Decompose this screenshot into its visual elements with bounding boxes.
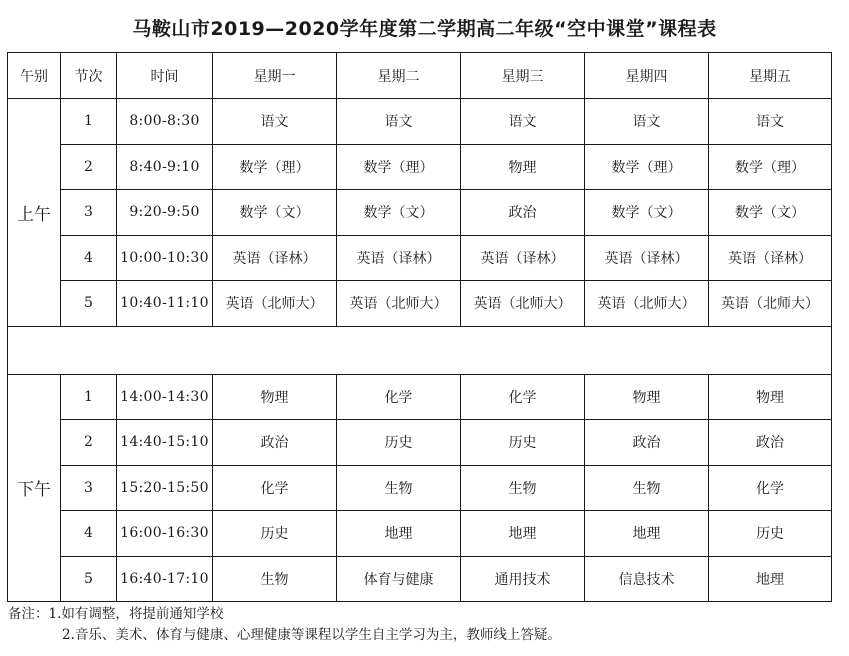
class-cell: 数学（理）: [585, 144, 709, 190]
class-cell: 英语（译林）: [585, 235, 709, 281]
class-cell: 语文: [337, 99, 461, 145]
class-cell: 政治: [585, 420, 709, 466]
lesson-number: 2: [61, 420, 117, 466]
class-cell: 数学（理）: [337, 144, 461, 190]
lesson-number: 4: [61, 511, 117, 557]
class-cell: 数学（理）: [709, 144, 832, 190]
lesson-number: 1: [61, 374, 117, 420]
lunch-break-cell: [8, 326, 832, 374]
class-cell: 英语（北师大）: [709, 281, 832, 327]
table-row: [8, 235, 832, 281]
lesson-number: 5: [61, 556, 117, 602]
class-cell: 语文: [213, 99, 337, 145]
class-cell: 政治: [461, 190, 585, 236]
table-row: [8, 511, 832, 557]
class-cell: 语文: [585, 99, 709, 145]
lesson-time: 16:40-17:10: [117, 556, 213, 602]
class-cell: 地理: [337, 511, 461, 557]
lesson-time: 14:00-14:30: [117, 374, 213, 420]
notes: [8, 604, 561, 646]
lesson-number: 3: [61, 190, 117, 236]
lesson-time: 10:40-11:10: [117, 281, 213, 327]
table-row: [8, 144, 832, 190]
table-row: [8, 465, 832, 511]
lesson-number: 3: [61, 465, 117, 511]
class-cell: 政治: [709, 420, 832, 466]
class-cell: 英语（北师大）: [585, 281, 709, 327]
afternoon-label: 下午: [8, 374, 61, 602]
class-cell: 语文: [709, 99, 832, 145]
class-cell: 化学: [213, 465, 337, 511]
lesson-time: 9:20-9:50: [117, 190, 213, 236]
lesson-time: 8:00-8:30: [117, 99, 213, 145]
schedule-body: [8, 53, 832, 602]
class-cell: 历史: [709, 511, 832, 557]
class-cell: 生物: [337, 465, 461, 511]
header-cell: 星期五: [709, 53, 832, 99]
class-cell: 英语（译林）: [213, 235, 337, 281]
class-cell: 化学: [461, 374, 585, 420]
table-row: [8, 99, 832, 145]
class-cell: 地理: [461, 511, 585, 557]
header-cell: 午别: [8, 53, 61, 99]
lesson-number: 2: [61, 144, 117, 190]
class-cell: 地理: [709, 556, 832, 602]
class-cell: 历史: [461, 420, 585, 466]
lunch-break-row: [8, 326, 832, 374]
header-row: [8, 53, 832, 99]
class-cell: 通用技术: [461, 556, 585, 602]
table-row: [8, 281, 832, 327]
class-cell: 历史: [213, 511, 337, 557]
class-cell: 物理: [585, 374, 709, 420]
class-cell: 地理: [585, 511, 709, 557]
table-row: [8, 374, 832, 420]
lesson-number: 4: [61, 235, 117, 281]
table-row: [8, 556, 832, 602]
class-cell: 数学（文）: [585, 190, 709, 236]
page-title: 马鞍山市2019—2020学年度第二学期高二年级“空中课堂”课程表: [132, 18, 717, 40]
table-row: [8, 420, 832, 466]
lesson-time: 10:00-10:30: [117, 235, 213, 281]
lesson-time: 16:00-16:30: [117, 511, 213, 557]
class-cell: 数学（理）: [213, 144, 337, 190]
class-cell: 物理: [709, 374, 832, 420]
class-cell: 化学: [709, 465, 832, 511]
lesson-time: 8:40-9:10: [117, 144, 213, 190]
class-cell: 信息技术: [585, 556, 709, 602]
class-cell: 物理: [213, 374, 337, 420]
class-cell: 数学（文）: [709, 190, 832, 236]
lesson-time: 14:40-15:10: [117, 420, 213, 466]
header-cell: 星期四: [585, 53, 709, 99]
header-cell: 星期一: [213, 53, 337, 99]
morning-label: 上午: [8, 99, 61, 327]
note-line-2: 2.音乐、美术、体育与健康、心理健康等课程以学生自主学习为主，教师线上答疑。: [62, 627, 561, 643]
class-cell: 政治: [213, 420, 337, 466]
class-cell: 英语（译林）: [461, 235, 585, 281]
header-cell: 节次: [61, 53, 117, 99]
class-cell: 英语（译林）: [337, 235, 461, 281]
schedule-table: [7, 52, 832, 602]
lesson-number: 5: [61, 281, 117, 327]
class-cell: 英语（北师大）: [461, 281, 585, 327]
header-cell: 星期二: [337, 53, 461, 99]
class-cell: 历史: [337, 420, 461, 466]
lesson-time: 15:20-15:50: [117, 465, 213, 511]
class-cell: 语文: [461, 99, 585, 145]
class-cell: 数学（文）: [213, 190, 337, 236]
class-cell: 数学（文）: [337, 190, 461, 236]
class-cell: 生物: [461, 465, 585, 511]
class-cell: 英语（北师大）: [213, 281, 337, 327]
class-cell: 英语（北师大）: [337, 281, 461, 327]
table-row: [8, 190, 832, 236]
class-cell: 生物: [213, 556, 337, 602]
lesson-number: 1: [61, 99, 117, 145]
class-cell: 物理: [461, 144, 585, 190]
class-cell: 体育与健康: [337, 556, 461, 602]
note-line-1: 备注：1.如有调整，将提前通知学校: [8, 606, 224, 622]
class-cell: 化学: [337, 374, 461, 420]
header-cell: 时间: [117, 53, 213, 99]
class-cell: 英语（译林）: [709, 235, 832, 281]
header-cell: 星期三: [461, 53, 585, 99]
class-cell: 生物: [585, 465, 709, 511]
